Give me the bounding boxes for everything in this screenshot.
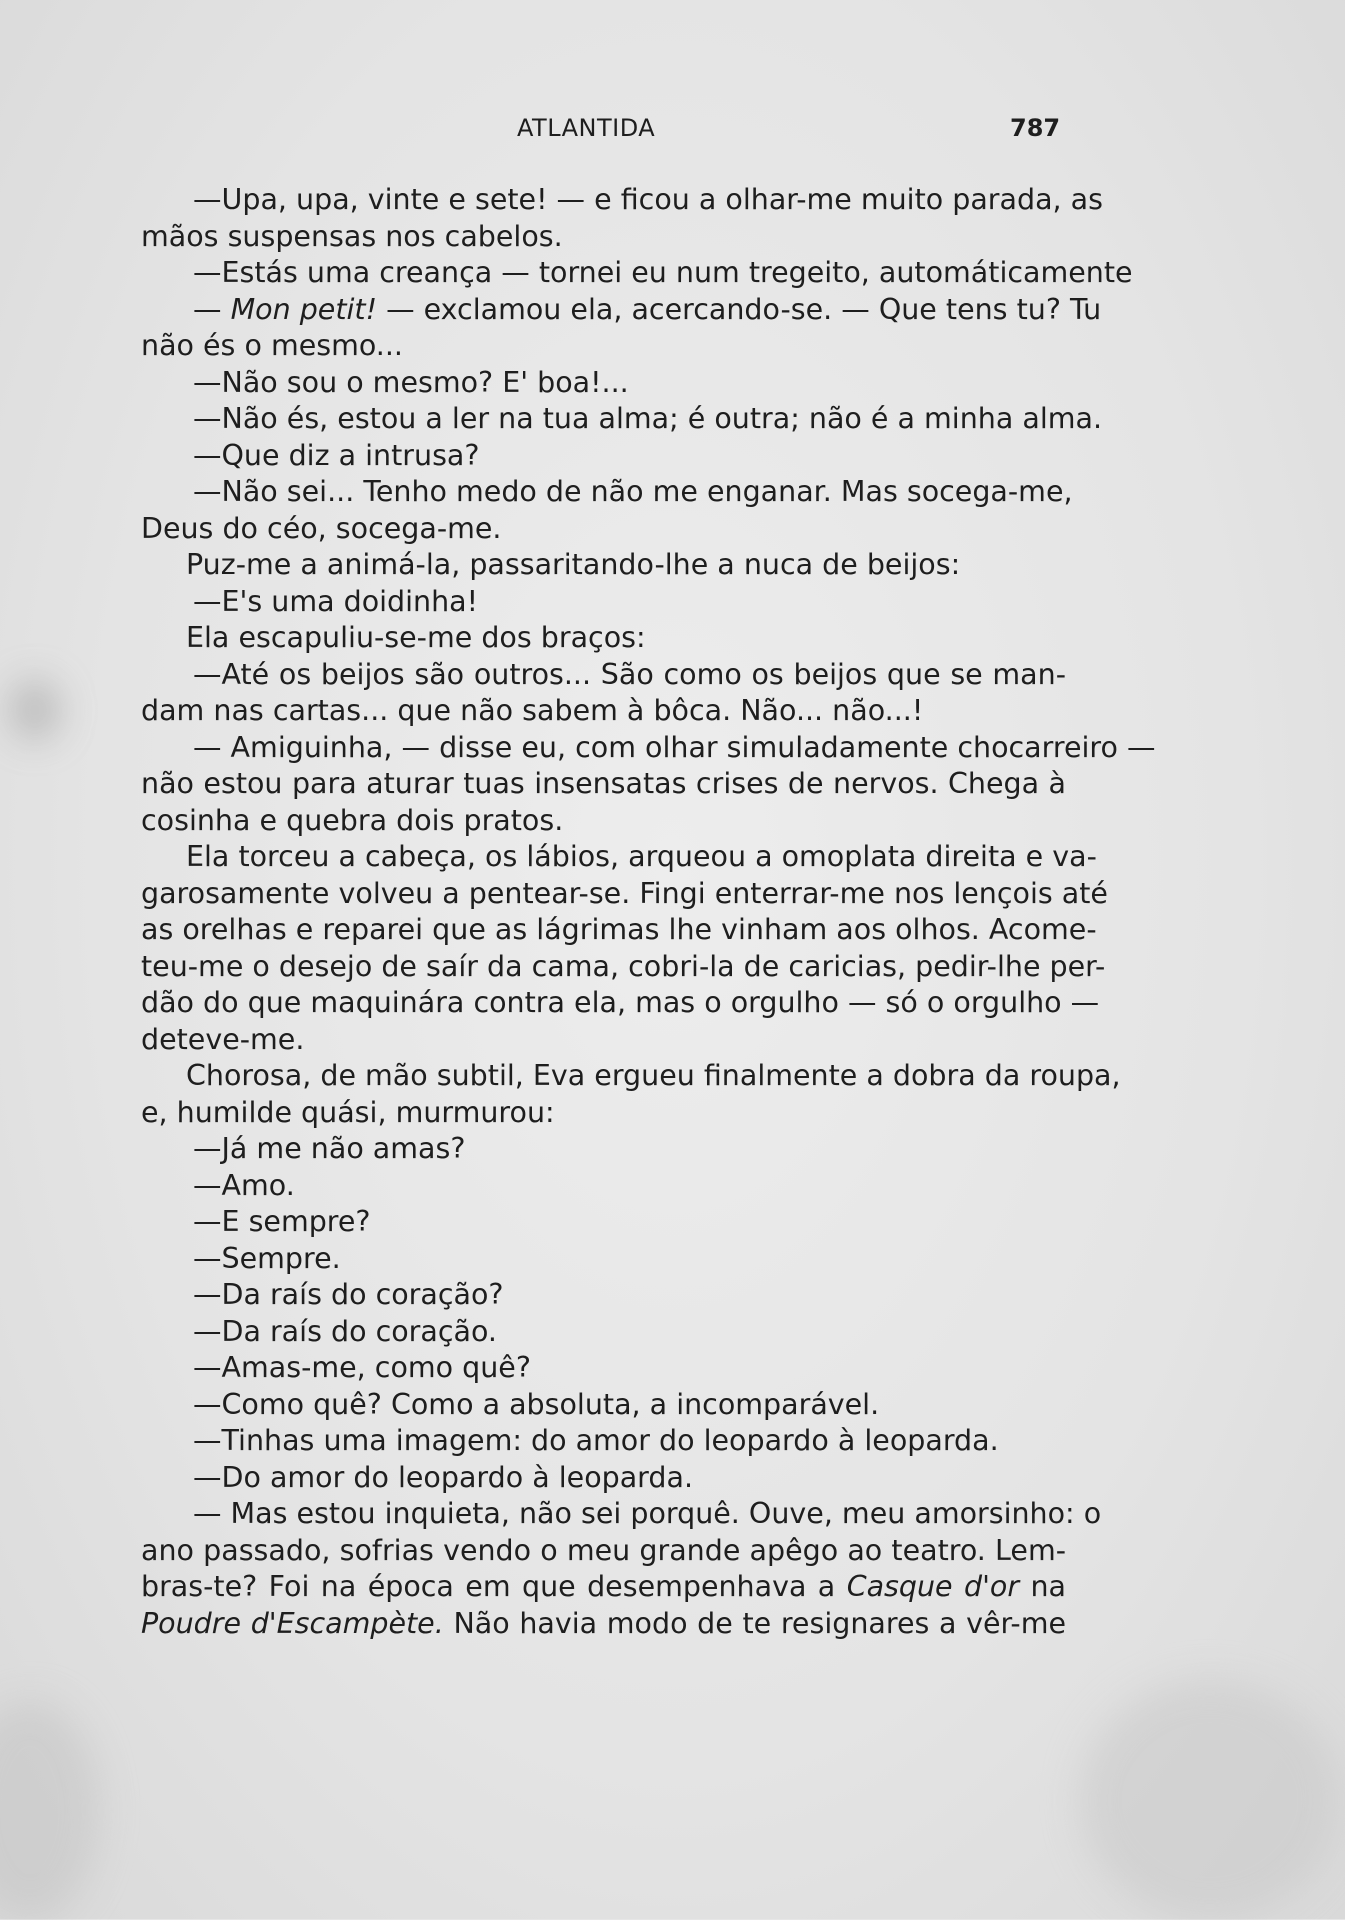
text-line: —Da raís do coração?	[193, 1278, 504, 1311]
text-line: — Amiguinha, — disse eu, com olhar simuladamente chocarreiro —	[193, 730, 1156, 764]
text-line: —Até os beijos são outros... São como os beijos que se man-	[193, 657, 1066, 691]
text-line: Deus do céo, socega-me.	[141, 511, 502, 545]
text-line: —E's uma doidinha!	[193, 584, 479, 618]
page-stain	[1080, 1680, 1340, 1920]
text-line: Chorosa, de mão subtil, Eva ergueu finalmente a dobra da roupa,	[186, 1059, 1121, 1092]
text-line: —Não sei... Tenho medo de não me enganar. Mas socega-me,	[193, 475, 1073, 508]
text-line: Puz-me a animá-la, passaritando-lhe a nuca de beijos:	[186, 548, 961, 581]
page-stain	[0, 1700, 100, 1920]
page-header	[0, 114, 1345, 154]
text-line: Ela escapuliu-se-me dos braços:	[186, 621, 646, 654]
text-line: deteve-me.	[141, 1022, 305, 1056]
text-line: garosamente volveu a pentear-se. Fingi enterrar-me nos lençois até	[141, 876, 1108, 910]
text-line: —Amas-me, como quê?	[193, 1351, 531, 1384]
text-line: —Upa, upa, vinte e sete! — e ficou a olhar-me muito parada, as	[193, 183, 1103, 216]
body-text	[141, 182, 1156, 1642]
text-line: dam nas cartas... que não sabem à bôca. Não... não...!	[141, 694, 924, 727]
text-line: —Que diz a intrusa?	[193, 438, 480, 472]
text-line: teu-me o desejo de saír da cama, cobri-la de caricias, pedir-lhe per-	[141, 949, 1106, 983]
text-line: —Como quê? Como a absoluta, a incomparável.	[193, 1387, 880, 1421]
text-line: mãos suspensas nos cabelos.	[141, 219, 563, 253]
text-line: as orelhas e reparei que as lágrimas lhe vinham aos olhos. Acome-	[141, 913, 1097, 946]
text-line: Ela torceu a cabeça, os lábios, arqueou a omoplata direita e va-	[186, 840, 1097, 873]
text-line: —Amo.	[193, 1168, 295, 1202]
text-line: e, humilde quási, murmurou:	[141, 1095, 555, 1129]
text-line: —Estás uma creança — tornei eu num tregeito, automáticamente	[193, 256, 1133, 289]
text-line: —Da raís do coração.	[193, 1314, 497, 1348]
text-line: —E sempre?	[193, 1205, 371, 1238]
italic-phrase: Mon petit!	[230, 292, 378, 326]
text-line: bras-te? Foi na época em que desempenhava a Casque d'or na	[141, 1570, 1067, 1603]
text-line: não és o mesmo...	[141, 329, 403, 362]
text-line: —Não és, estou a ler na tua alma; é outra; não é a minha alma.	[193, 402, 1103, 435]
text-line: — Mon petit! — exclamou ela, acercando-se. — Que tens tu? Tu	[193, 292, 1102, 326]
text-line: —Sempre.	[193, 1241, 341, 1275]
text-line: ano passado, sofrias vendo o meu grande apêgo ao teatro. Lem-	[141, 1533, 1066, 1567]
text-line: —Do amor do leopardo à leoparda.	[193, 1460, 694, 1494]
text-line: Poudre d'Escampète. Não havia modo de te resignares a vêr-me	[141, 1606, 1066, 1640]
text-line: dão do que maquinára contra ela, mas o orgulho — só o orgulho —	[141, 986, 1100, 1019]
text-line: — Mas estou inquieta, não sei porquê. Ouve, meu amorsinho: o	[193, 1497, 1102, 1530]
running-title: ATLANTIDA	[517, 114, 656, 142]
text-line: não estou para aturar tuas insensatas crises de nervos. Chega à	[141, 767, 1066, 800]
text-line: cosinha e quebra dois pratos.	[141, 803, 564, 837]
text-line: —Já me não amas?	[193, 1132, 466, 1165]
page-number: 787	[1010, 114, 1061, 142]
text-line: —Tinhas uma imagem: do amor do leopardo à leoparda.	[193, 1424, 999, 1457]
italic-phrase: Poudre d'Escampète.	[141, 1606, 444, 1640]
page-stain	[10, 680, 60, 740]
italic-phrase: Casque d'or	[846, 1570, 1020, 1603]
text-line: —Não sou o mesmo? E' boa!...	[193, 365, 629, 399]
